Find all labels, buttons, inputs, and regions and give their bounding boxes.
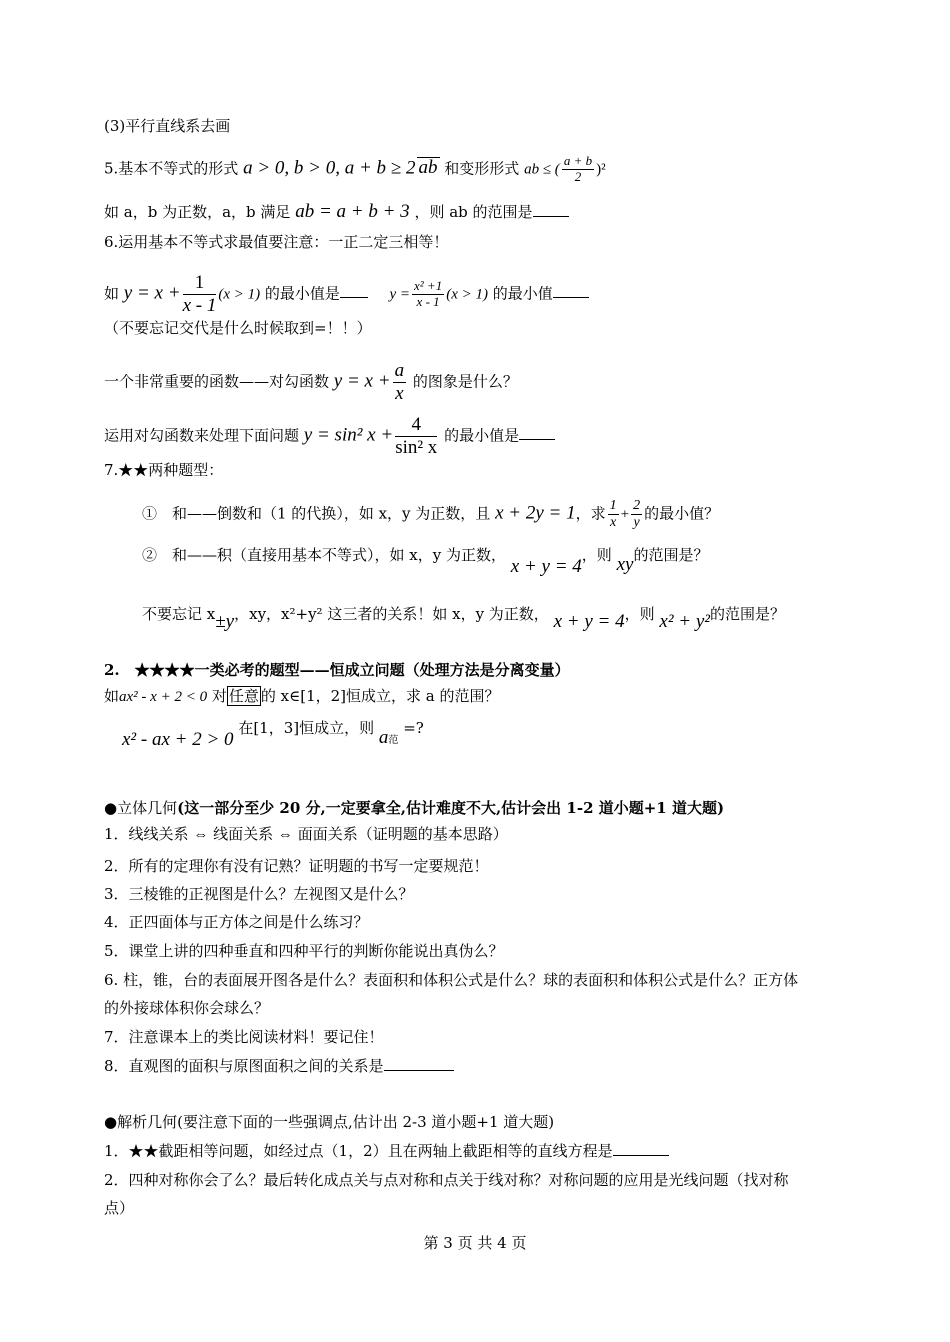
text: =? [403,719,424,737]
math-func: y = [389,286,410,303]
text: ② 和——积（直接用基本不等式），如 x，y 为正数， [142,546,506,564]
text: ，则 ab 的范围是 [414,203,533,221]
text: 的图象是什么？ [412,372,518,391]
math-condition: x + 2y = 1 [495,502,576,524]
math-condition: ab = a + b + 3 [295,201,410,222]
frac-den: x - 1 [416,293,440,309]
frac-num: a + b [563,153,593,168]
line-geo-2: 2．所有的定理你有没有记熟？证明题的书写一定要规范！ [104,857,489,875]
math-fraction [562,154,594,185]
text: 的范围是？ [633,546,709,564]
answer-blank [613,1141,669,1156]
frac-den: sin² x [395,436,438,458]
line-analytic-2-cont: 点） [104,1199,135,1217]
text: ，则 [624,605,655,623]
math-inequality: a > 0, b > 0, a + b ≥ 2 [243,157,416,179]
text: 如 a，b 为正数，a，b 满足 [104,203,291,221]
math-func: y = x + [333,370,391,392]
line-two-types: 7.★★两种题型： [104,461,224,479]
line-notice: 6.运用基本不等式求最值要注意：一正二定三相等！ [104,233,449,251]
answer-blank [519,425,555,440]
line-geo-6: 6. 柱，锥，台的表面展开图各是什么？表面积和体积公式是什么？球的表面积和体积公式是什么？正方体 [104,971,799,989]
page-footer: 第 3 页 共 4 页 [423,1234,527,1252]
frac-num: 2 [631,498,642,515]
text: 对 [211,687,227,705]
text: 和变形形式 [444,159,520,178]
math-plus: + [620,506,630,523]
text: 一个非常重要的函数——对勾函数 [104,372,330,391]
math-fraction [608,498,619,531]
line-geo-1 [104,824,508,845]
text: 线面关系 [213,825,274,843]
math-fraction [395,414,437,459]
text: 如 [104,687,120,705]
text: ，xy，x²+y² 这三者的关系！如 x，y 为正数， [234,605,549,623]
frac-den: 2 [574,168,582,184]
answer-blank [384,1056,454,1071]
answer-blank [533,202,569,217]
line-min-examples [104,272,589,317]
answer-blank [553,283,589,298]
math-sqrt: ab [418,157,438,179]
line-reminder: （不要忘记交代是什么时候取到=！！） [104,319,372,337]
line-sin-problem [104,414,555,459]
line-three-relations [142,604,786,632]
frac-den: x - 1 [182,294,217,316]
frac-num: 1 [183,272,217,295]
math-variant: ab ≤ ( [524,161,560,178]
text: 的最小值 [492,284,553,303]
text: 1．线线关系 [104,825,189,843]
frac-den: x [395,382,404,404]
section-heading-analytic-geometry: ●解析几何(要注意下面的一些强调点,估计出 2-3 道小题+1 道大题) [104,1113,555,1131]
line-geo-4: 4．正四面体与正方体之间是什么练习？ [104,913,369,931]
line-geo-5: 5．课堂上讲的四种垂直和四种平行的判断你能说出真伪么？ [104,942,504,960]
math-fraction [183,272,217,317]
math-xy: xy [616,554,634,575]
line-always-true-2 [122,718,424,750]
math-inequality: ax² - x + 2 < 0 [119,689,208,705]
text: ，求 [575,504,606,523]
line-type-2 [142,545,709,577]
math-cond: (x > 1) [218,286,261,303]
frac-num: x² +1 [414,277,443,293]
line-geo-8 [104,1056,454,1076]
math-cond: (x > 1) [446,286,488,303]
line-analytic-2: 2．四种对称你会了么？最后转化成点关与点对称和点关于线对称？对称问题的应用是光线问题（找对称 [104,1171,789,1189]
iff-symbol: ⇔ [193,827,209,843]
line-parallel-lines: (3)平行直线系去画 [104,117,231,135]
text: 运用对勾函数来处理下面问题 [104,426,300,445]
math-sq-sum: x² + y² [659,611,710,632]
text: 不要忘记 x [142,605,216,623]
math-a: a [378,727,389,748]
text: ① 和——倒数和（1 的代换），如 x，y 为正数，且 [142,504,491,523]
line-ab-range [104,202,569,222]
line-geo-7: 7．注意课本上的类比阅读材料！要记住！ [104,1028,384,1046]
frac-num: 1 [608,498,619,515]
math-close: )² [596,161,606,178]
iff-symbol: ⇔ [277,827,293,843]
line-basic-inequality [104,154,606,185]
math-pm-y: ±y [215,611,235,632]
text: 的 x∈[1，2]恒成立，求 a 的范围？ [260,687,500,705]
line-hook-function [104,360,518,405]
text: ●立体几何 [104,799,178,817]
frac-den: x [610,515,617,531]
math-fraction [393,360,407,405]
section-heading-identity: 2. ★★★★一类必考的题型——恒成立问题（处理方法是分离变量） [104,661,570,679]
text: 1．★★截距相等问题，如经过点（1，2）且在两轴上截距相等的直线方程是 [104,1142,613,1160]
text: 的最小值？ [644,504,720,523]
frac-num: a [394,360,405,381]
text: ，则 [581,546,612,564]
line-always-true-1 [104,686,500,707]
math-condition: x + y = 4 [510,556,582,577]
text: 面面关系（证明题的基本思路） [297,825,508,843]
boxed-text: 任意 [228,687,259,705]
text: 如 [104,284,120,303]
line-type-1 [142,498,719,531]
text: 的最小值是 [444,426,520,445]
math-sub: 范 [388,735,399,746]
math-fraction [412,279,444,310]
math-fraction [631,498,642,531]
line-geo-3: 3．三棱锥的正视图是什么？左视图又是什么？ [104,885,414,903]
math-func: y = x + [123,282,181,304]
text: 8．直观图的面积与原图面积之间的关系是 [104,1057,384,1075]
answer-blank [340,283,368,298]
text: 的最小值是 [264,284,340,303]
math-inequality: x² - ax + 2 > 0 [122,729,234,750]
frac-num: 4 [395,414,437,437]
line-analytic-1 [104,1141,669,1161]
frac-den: y [633,515,640,531]
text: 5.基本不等式的形式 [104,159,239,178]
math-func: y = sin² x + [303,424,394,446]
bold-text: (这一部分至少 20 分,一定要拿全,估计难度不大,估计会出 1-2 道小题+1 道大题) [177,799,725,817]
text: 在[1，3]恒成立，则 [238,719,375,737]
line-geo-6-cont: 的外接球体积你会球么？ [104,999,270,1017]
section-heading-solid-geometry [104,798,724,818]
text: 的范围是？ [710,605,786,623]
math-condition: x + y = 4 [553,611,625,632]
